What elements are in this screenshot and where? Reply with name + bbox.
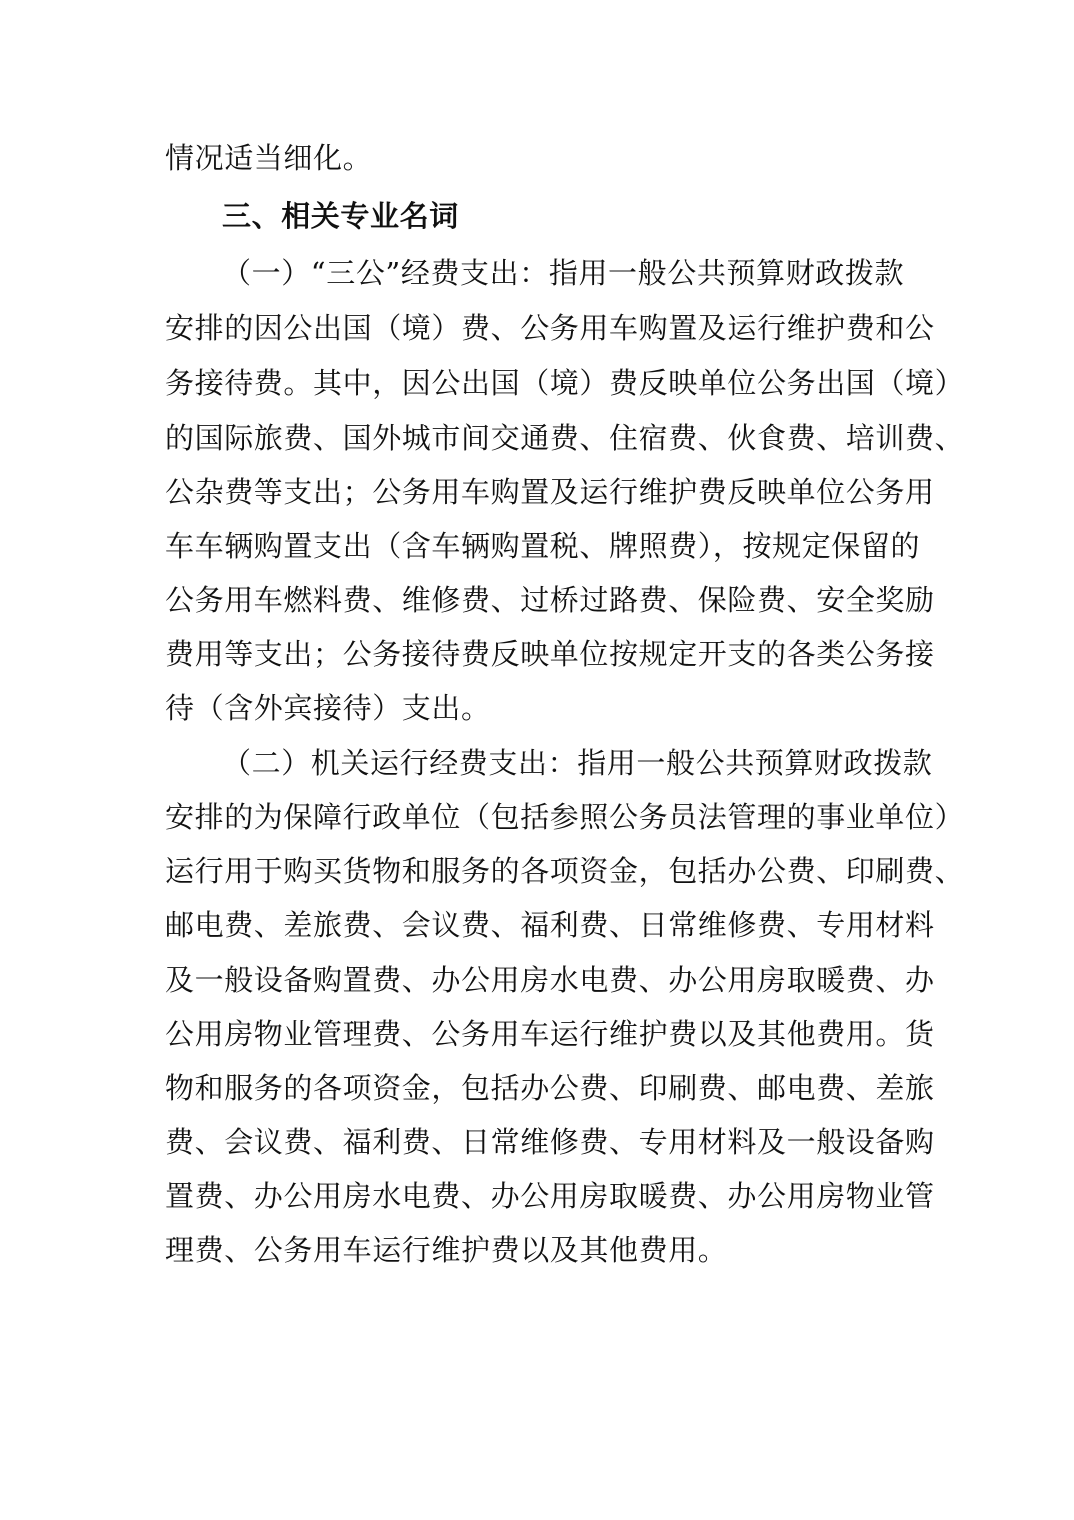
paragraph-line: 安排的为保障行政单位（包括参照公务员法管理的事业单位）: [165, 800, 965, 834]
paragraph-line: 运行用于购买货物和服务的各项资金，包括办公费、印刷费、: [165, 854, 965, 888]
paragraph-line: （一）“三公”经费支出：指用一般公共预算财政拨款: [222, 256, 905, 290]
section-heading: 三、相关专业名词: [222, 199, 459, 233]
paragraph-line: （二）机关运行经费支出：指用一般公共预算财政拨款: [222, 746, 933, 780]
paragraph-line: 车车辆购置支出（含车辆购置税、牌照费），按规定保留的: [165, 529, 921, 563]
paragraph-line: 待（含外宾接待）支出。: [165, 691, 491, 725]
paragraph-line: 邮电费、差旅费、会议费、福利费、日常维修费、专用材料: [165, 908, 935, 942]
paragraph-line: 公杂费等支出；公务用车购置及运行维护费反映单位公务用: [165, 475, 935, 509]
paragraph-line: 务接待费。其中，因公出国（境）费反映单位公务出国（境）: [165, 366, 965, 400]
paragraph-line: 置费、办公用房水电费、办公用房取暖费、办公用房物业管: [165, 1179, 935, 1213]
paragraph-line: 情况适当细化。: [165, 141, 373, 175]
paragraph-line: 费、会议费、福利费、日常维修费、专用材料及一般设备购: [165, 1125, 935, 1159]
paragraph-line: 安排的因公出国（境）费、公务用车购置及运行维护费和公: [165, 311, 935, 345]
paragraph-line: 的国际旅费、国外城市间交通费、住宿费、伙食费、培训费、: [165, 421, 965, 455]
paragraph-line: 公用房物业管理费、公务用车运行维护费以及其他费用。货: [165, 1017, 935, 1051]
paragraph-line: 物和服务的各项资金，包括办公费、印刷费、邮电费、差旅: [165, 1071, 935, 1105]
paragraph-line: 理费、公务用车运行维护费以及其他费用。: [165, 1233, 728, 1267]
paragraph-line: 公务用车燃料费、维修费、过桥过路费、保险费、安全奖励: [165, 583, 935, 617]
paragraph-line: 费用等支出；公务接待费反映单位按规定开支的各类公务接: [165, 637, 935, 671]
paragraph-line: 及一般设备购置费、办公用房水电费、办公用房取暖费、办: [165, 963, 935, 997]
